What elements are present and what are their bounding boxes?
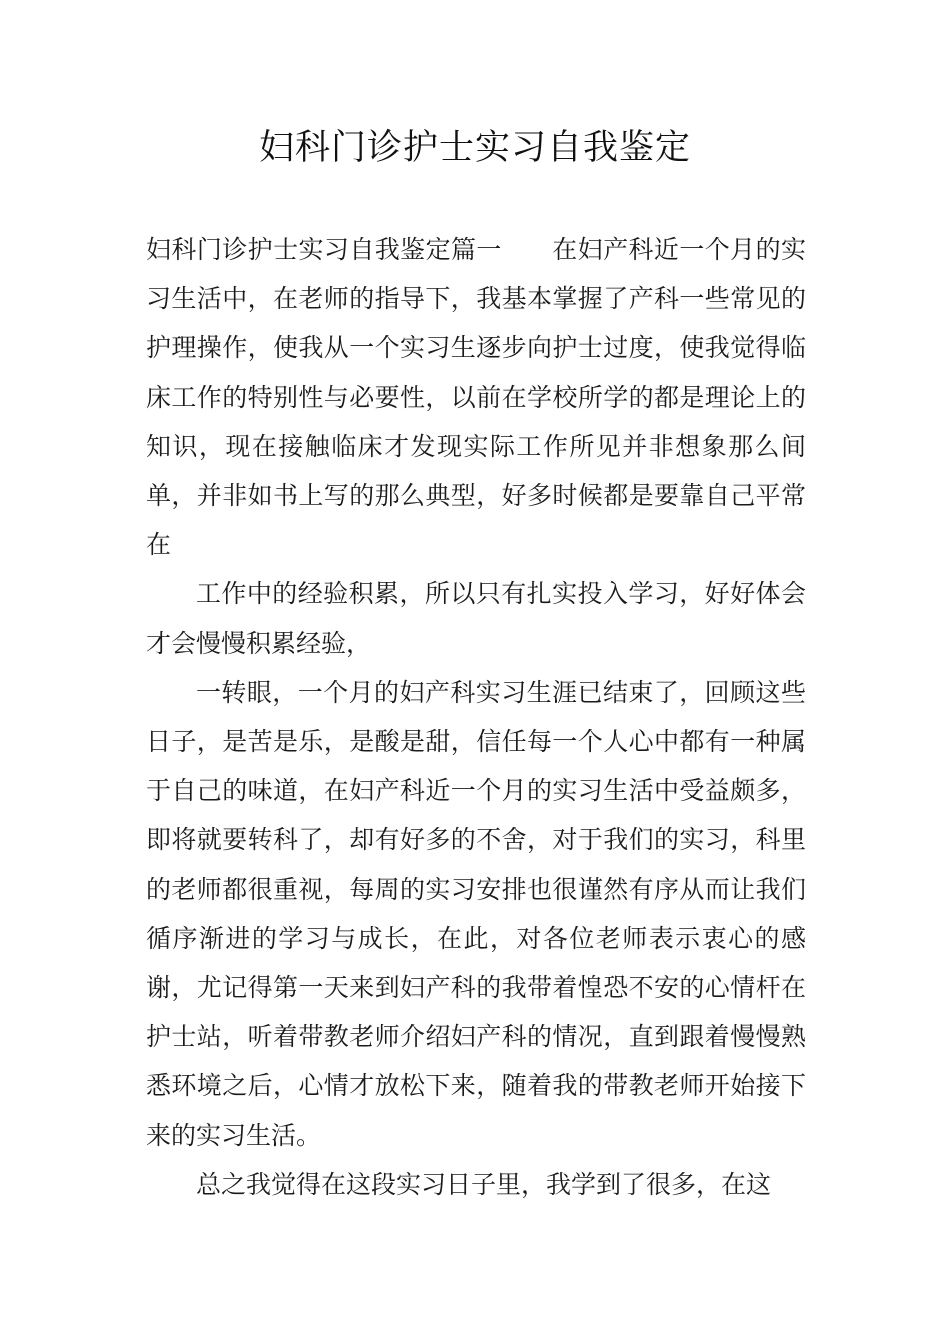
document-title: 妇科门诊护士实习自我鉴定 — [258, 128, 691, 168]
paragraph-4: 总之我觉得在这段实习日子里，我学到了很多，在这 — [196, 1169, 772, 1199]
paragraph-3: 一转眼，一个月的妇产科实习生涯已结束了，回顾这些日子，是苦是乐，是酸是甜，信任每一个人心中都有一种属于自己的味道，在妇产科近一个月的实习生活中受益颇多，即将就要转科了，却有好多的不舍，对于我们的实习，科里的老师都很重视，每周的实习安排也很谨然有序从而让我们循序渐进的学习与成长，在此，对各位老师表示衷心的感谢，尤记得第一天来到妇产科的我带着惶恐不安的心情杆在护士站，听着带教老师介绍妇产科的情况，直到跟着慢慢熟悉环境之后，心情才放松下来，随着我的带教老师开始接下来的实习生活。 — [146, 677, 806, 1150]
paragraph-2: 工作中的经验积累，所以只有扎实投入学习，好好体会才会慢慢积累经验， — [146, 579, 806, 658]
paragraph-1-text: 在妇产科近一个月的实习生活中，在老师的指导下，我基本掌握了产科一些常见的护理操作，使我从一个实习生逐步向护士过度，使我觉得临床工作的特别性与必要性，以前在学校所学的都是理论上的知识，现在接触临床才发现实际工作所见并非想象那么间单，并非如书上写的那么典型，好多时候都是要靠自己平常在 — [146, 235, 806, 560]
document-body — [146, 225, 806, 1209]
section-heading: 妇科门诊护士实习自我鉴定篇一 — [146, 235, 502, 264]
paragraph-1 — [146, 225, 806, 569]
